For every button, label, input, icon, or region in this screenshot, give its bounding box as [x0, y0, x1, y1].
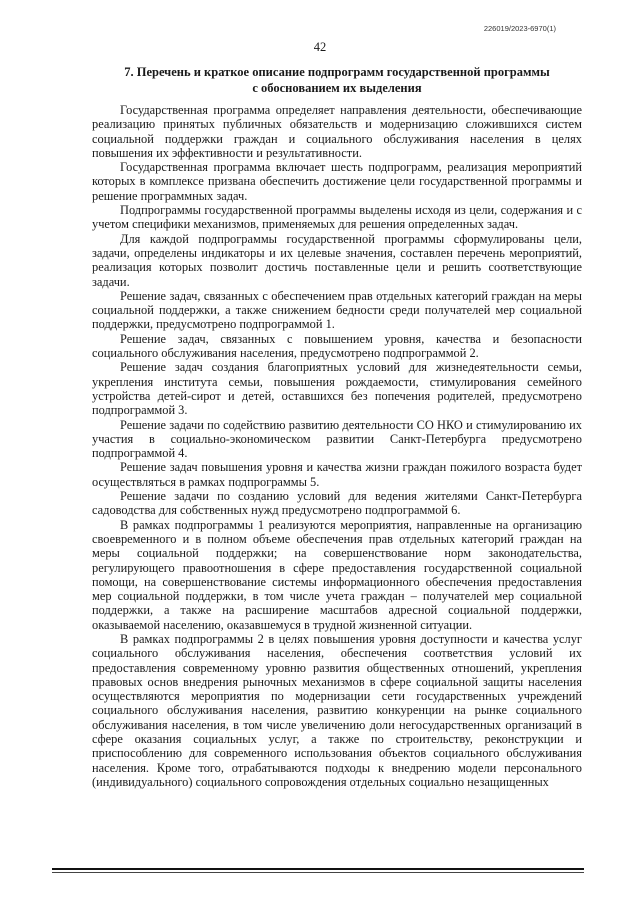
- section-heading-line-1: 7. Перечень и краткое описание подпрограмм государственной программы: [124, 65, 550, 79]
- paragraph: Решение задачи по содействию развитию деятельности СО НКО и стимулированию их участия в социально-экономическом развитии Санкт-Петербурга предусмотрено подпрограммой 4.: [92, 417, 582, 461]
- body-text: [92, 103, 582, 789]
- paragraph: В рамках подпрограммы 2 в целях повышения уровня доступности и качества услуг социального обслуживания населения, обеспечения соответствия условий их предоставления современному уровню развития общественных отношений, укрепления правовых основ внедрения рыночных механизмов в сфере социальной защиты населения осуществляются мероприятия по модернизации сети государственных учреждений социального обслуживания населения, развитию конкуренции на рынке социального обслуживания населения, в том числе увеличению доли негосударственных организаций в сфере оказания социальных услуг, а также по строительству, реконструкции и приспособлению для современного использования объектов социального обслуживания населения. Кроме того, отрабатываются подходы к внедрению модели персонального (индивидуального) социального сопровождения отдельных социально незащищенных: [92, 631, 582, 789]
- document-registration-number: 226019/2023-6970(1): [483, 24, 556, 33]
- paragraph: Решение задачи по созданию условий для ведения жителями Санкт-Петербурга садоводства для собственных нужд предусмотрено подпрограммой 6.: [92, 489, 582, 518]
- paragraph: Решение задач, связанных с обеспечением прав отдельных категорий граждан на меры социальной поддержки, а также снижением бедности среди получателей мер социальной поддержки, предусмотрено подпрограммой 1.: [92, 288, 582, 332]
- section-heading-line-2: с обоснованием их выделения: [252, 81, 422, 95]
- paragraph: Подпрограммы государственной программы выделены исходя из цели, содержания и с учетом специфики механизмов, применяемых для решения определенных задач.: [92, 203, 582, 232]
- paragraph: Государственная программа определяет направления деятельности, обеспечивающие реализацию принятых публичных обязательств и модернизацию сложившихся систем социальной поддержки граждан и социального обслуживания населения в целях повышения их эффективности и результативности.: [92, 103, 582, 160]
- paragraph: Государственная программа включает шесть подпрограмм, реализация мероприятий которых в комплексе призвана обеспечить достижение цели государственной программы и решение программных задач.: [92, 160, 582, 203]
- paragraph: Решение задач, связанных с повышением уровня, качества и безопасности социального обслуживания населения, предусмотрено подпрограммой 2.: [92, 331, 582, 361]
- paragraph: Решение задач создания благоприятных условий для жизнедеятельности семьи, укрепления института семьи, повышения рождаемости, стимулирования семейного устройства детей-сирот и детей, оставшихся без попечения родителей, предусмотрено подпрограммой 3.: [92, 360, 582, 418]
- page-bottom-rule: [52, 868, 584, 870]
- section-heading: [92, 64, 582, 96]
- page-number: 42: [313, 40, 327, 54]
- paragraph: В рамках подпрограммы 1 реализуются мероприятия, направленные на организацию своевременного и в полном объеме обеспечения прав отдельных категорий граждан на меры социальной поддержки; на совершенствование норм законодательства, регулирующего правоотношения в сфере предоставления государственной социальной помощи, на совершенствование системы информационного обеспечения предоставления мер социальной поддержки, в том числе учета граждан – получателей мер социальной поддержки, а также на расширение масштабов адресной социальной поддержки, оказываемой населению, оказавшемуся в трудной жизненной ситуации.: [92, 517, 582, 632]
- paragraph: Решение задач повышения уровня и качества жизни граждан пожилого возраста будет осуществляться в рамках подпрограммы 5.: [92, 460, 582, 489]
- paragraph: Для каждой подпрограммы государственной программы сформулированы цели, задачи, определены индикаторы и их целевые значения, составлен перечень мероприятий, реализация которых позволит достичь поставленные цели и решить соответствующие задачи.: [92, 231, 582, 289]
